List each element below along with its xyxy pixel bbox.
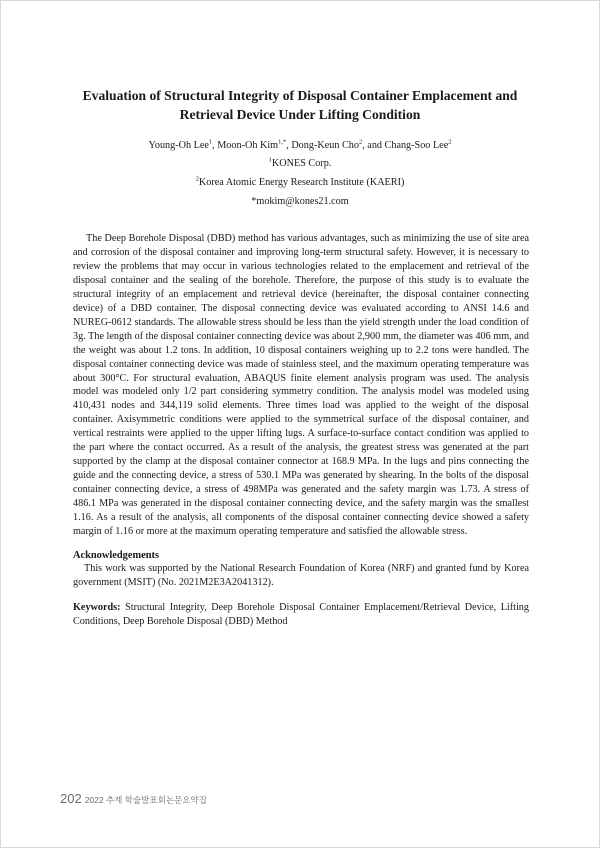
affiliation-1 [60, 157, 540, 171]
page-footer [60, 790, 207, 808]
page-number: 202 [60, 791, 82, 806]
affiliation-1-text: KONES Corp. [271, 158, 332, 169]
paper-title [60, 86, 540, 124]
author-3: , Dong-Keun Cho [286, 140, 359, 151]
author-2-sup-num: 1, [278, 138, 283, 146]
author-3-sup: 2 [358, 138, 363, 146]
acknowledgements-body: This work was supported by the National Research Foundation of Korea (NRF) and granted fund by Korea government (MSIT) (No. 2021M2E3A2041312). [73, 563, 529, 588]
keywords [73, 601, 529, 629]
corresponding-email: *mokim@kones21.com [251, 196, 349, 207]
proceedings-title: 2022 추계 학술발표회논문요약집 [84, 795, 207, 805]
title-line-2: Retrieval Device Under Lifting Condition [179, 107, 421, 122]
title-line-1: Evaluation of Structural Integrity of Disposal Container Emplacement and [82, 88, 518, 103]
author-4-sup: 2 [448, 138, 452, 146]
abstract-body: The Deep Borehole Disposal (DBD) method has various advantages, such as minimizing the use of site area and corrosion of the disposal container and improving long-term structural safety. However, it is necessary to review the problems that may occur in various technologies related to the emplacement and retrieval of the disposal container and the sealing of the borehole. Therefore, the purpose of this study is to evaluate the structural integrity of an emplacement and retrieval device (hereinafter, the disposal container connecting device) of a DBD container. The disposal connecting device was evaluated according to ANSI 14.6 and NUREG-0612 standards. The allowable stress should be less than the yield strength under the load condition of 3g. The length of the disposal container connecting device was about 2,900 mm, the diameter was 406 mm, and the weight was about 1.2 tons. In addition, 10 disposal containers weighing up to 2.2 tons were handled. The disposal container connecting device was made of stainless steel, and the maximum operating temperature was about 300°C. For structural evaluation, ABAQUS finite element analysis program was used. The analysis model was modeled only 1/2 part considering symmetry condition. The analysis model was modeled using 410,431 nodes and 344,119 solid elements. Three times load was applied to the weight of the disposal container. Axisymmetric conditions were applied to the symmetrical surface of the disposal container, and vertical restraints were applied to the upper lifting lugs. A surface-to-surface contact condition was applied to the part where the contact occurred. As a result of the analysis, the greatest stress was generated at the part supported by the clamp at the disposal container connector at 168.9 MPa. In the lugs and pins connecting the guide and the connecting device, a stress of 530.1 MPa was generated by shearing. In the bolts of the disposal container connecting device, a stress of 498MPa was generated and the safety margin was 1.73. A stress of 486.1 MPa was generated in the disposal container connecting device, and the safety margin was the smallest 1.16. As a result of the analysis, all components of the disposal container connecting device showed a safety margin of 1.16 or more at the maximum operating temperature and satisfied the allowable stress. [73, 233, 529, 538]
corresponding-asterisk: * [282, 138, 287, 146]
affiliation-2 [60, 176, 540, 190]
affiliation-1-sup: 1 [268, 156, 272, 164]
author-2: , Moon-Oh Kim [212, 140, 279, 151]
author-1: Young-Oh Lee [148, 140, 209, 151]
author-2-sup [278, 139, 286, 146]
acknowledgements-heading: Acknowledgements [73, 550, 160, 561]
author-list [60, 139, 540, 153]
author-4: , and Chang-Soo Lee [362, 140, 449, 151]
author-1-sup: 1 [208, 138, 213, 146]
keywords-label: Keywords: [73, 602, 121, 613]
affiliation-2-sup: 2 [195, 175, 199, 183]
keywords-list: Structural Integrity, Deep Borehole Disposal Container Emplacement/Retrieval Device, Lifting Conditions, Deep Borehole Disposal (DBD) Method [73, 602, 529, 627]
affiliation-2-text: Korea Atomic Energy Research Institute (KAERI) [198, 177, 405, 188]
